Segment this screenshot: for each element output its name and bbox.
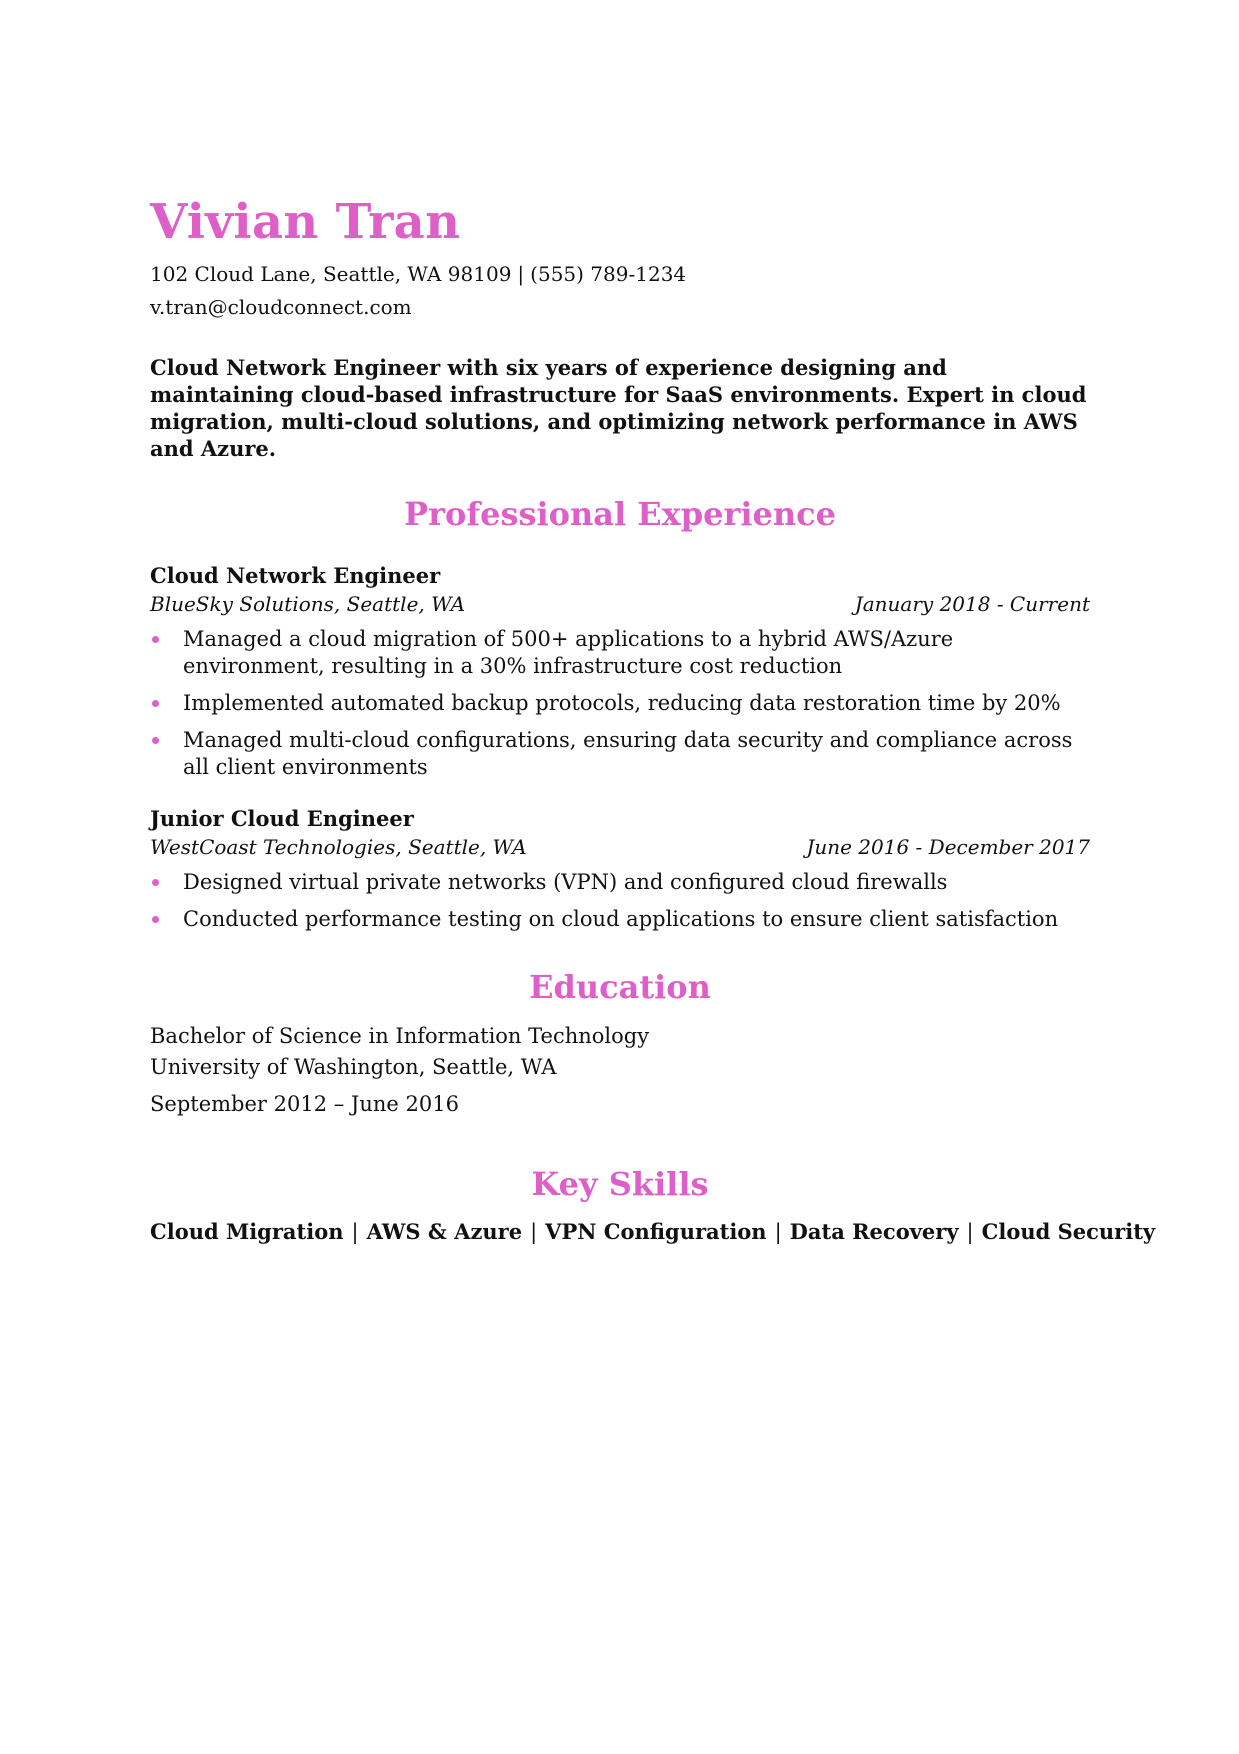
job-entry: [150, 805, 1090, 933]
school: University of Washington, Seattle, WA: [150, 1055, 557, 1079]
address: 102 Cloud Lane, Seattle, WA 98109: [150, 262, 512, 286]
job-company: WestCoast Technologies, Seattle, WA: [150, 835, 527, 859]
skill-separator: |: [530, 1220, 538, 1244]
degree: Bachelor of Science in Information Technology: [150, 1024, 650, 1048]
skill-separator: |: [774, 1220, 782, 1244]
bullet-dot-icon: [152, 879, 159, 886]
job-dates: June 2016 - December 2017: [806, 835, 1090, 859]
skill-item: Cloud Security: [981, 1219, 1156, 1244]
bullet-dot-icon: [152, 700, 159, 707]
bullet-item: [150, 906, 1090, 933]
skill-item: AWS & Azure: [366, 1219, 523, 1244]
bullet-text: Conducted performance testing on cloud applications to ensure client satisfaction: [183, 907, 1059, 931]
address-phone-line: [150, 258, 1090, 291]
candidate-name: Vivian Tran: [150, 194, 461, 250]
job-dates: January 2018 - Current: [854, 592, 1090, 616]
bullet-item: [150, 869, 1090, 896]
bullet-item: [150, 690, 1090, 717]
section-title-skills: Key Skills: [531, 1165, 709, 1203]
bullet-text: Managed a cloud migration of 500+ applications to a hybrid AWS/Azure environment, resulting in a 30% infrastructure cost reduction: [183, 627, 954, 678]
job-role: Junior Cloud Engineer: [150, 806, 414, 831]
contact-separator: |: [517, 262, 525, 286]
job-company: BlueSky Solutions, Seattle, WA: [150, 592, 466, 616]
section-title-experience: Professional Experience: [404, 495, 836, 533]
bullet-item: [150, 727, 1090, 781]
professional-summary: Cloud Network Engineer with six years of experience designing and maintaining cloud-based infrastructure for SaaS environments. Expert in cloud migration, multi-cloud solutions, and optimizing network performance in AWS and Azure.: [150, 355, 1087, 461]
skill-separator: |: [966, 1220, 974, 1244]
bullet-text: Managed multi-cloud configurations, ensuring data security and compliance across all client environments: [183, 728, 1073, 779]
skill-separator: |: [351, 1220, 359, 1244]
job-bullets: [150, 869, 1090, 933]
job-meta: [150, 590, 1090, 618]
job-entry: [150, 562, 1090, 781]
skill-item: VPN Configuration: [545, 1219, 767, 1244]
skill-item: Cloud Migration: [150, 1219, 344, 1244]
job-role: Cloud Network Engineer: [150, 563, 441, 588]
bullet-text: Designed virtual private networks (VPN) and configured cloud firewalls: [183, 870, 948, 894]
section-title-education: Education: [529, 968, 711, 1006]
bullet-item: [150, 626, 1090, 680]
contact-block: [150, 258, 1090, 324]
bullet-text: Implemented automated backup protocols, reducing data restoration time by 20%: [183, 691, 1061, 715]
bullet-dot-icon: [152, 916, 159, 923]
skills-list: [150, 1218, 1156, 1246]
bullet-dot-icon: [152, 636, 159, 643]
job-meta: [150, 833, 1090, 861]
education-dates: September 2012 – June 2016: [150, 1092, 459, 1116]
job-bullets: [150, 626, 1090, 781]
skill-item: Data Recovery: [789, 1219, 959, 1244]
bullet-dot-icon: [152, 737, 159, 744]
phone: (555) 789-1234: [530, 262, 687, 286]
education-block: [150, 1021, 1090, 1120]
email: v.tran@cloudconnect.com: [150, 295, 412, 319]
resume-content: [150, 180, 1156, 1246]
